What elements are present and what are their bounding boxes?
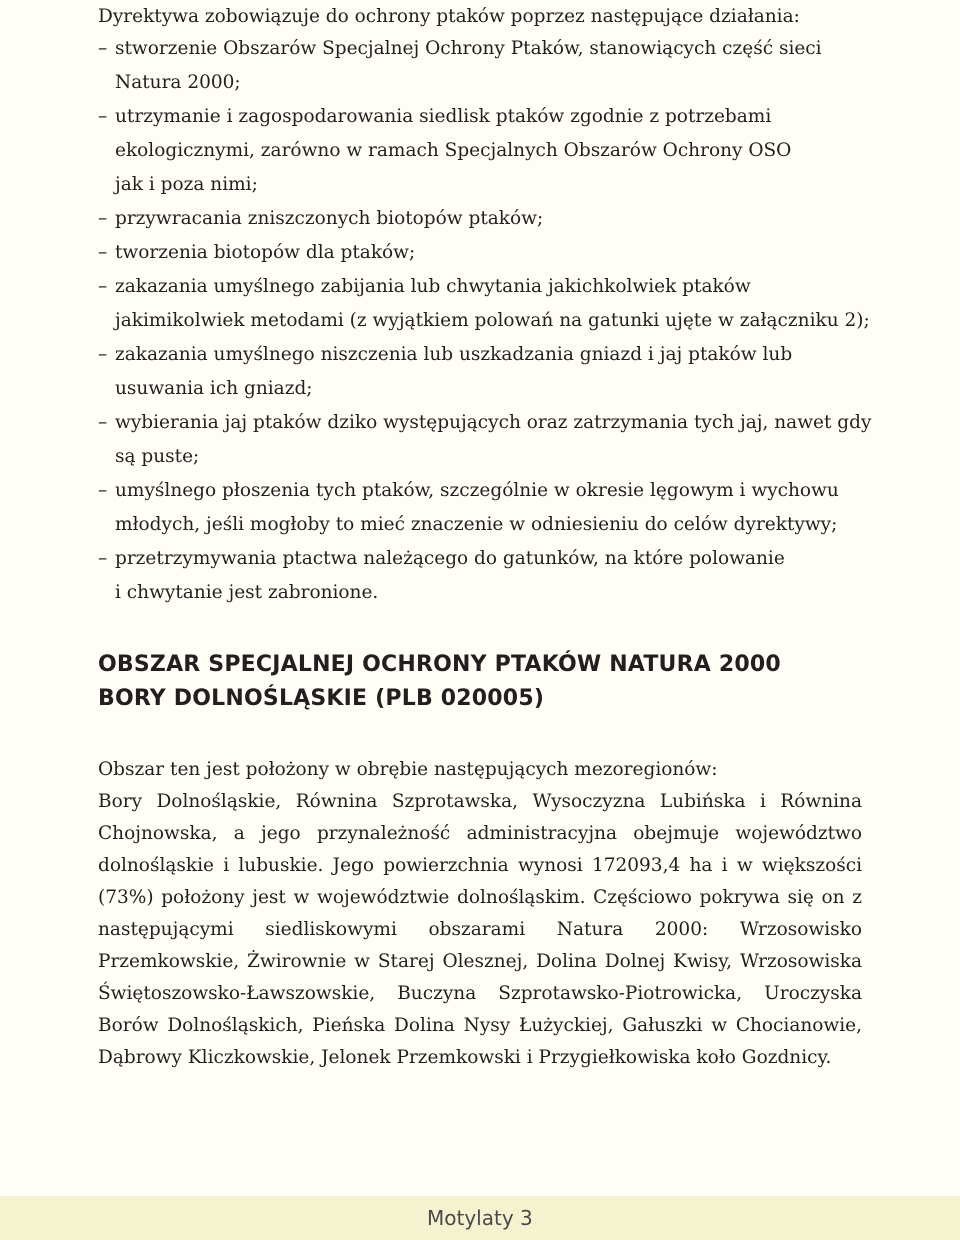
list-item: [98, 542, 898, 610]
list-item-text: stworzenie Obszarów Specjalnej Ochrony Ptaków, stanowiących część sieci Natura 2000;: [115, 38, 822, 93]
dash-bullet: –: [98, 106, 108, 127]
list-item-text: wybierania jaj ptaków dziko występujących oraz zatrzymania tych jaj, nawet gdy są puste;: [115, 412, 872, 467]
list-item-text: zakazania umyślnego zabijania lub chwytania jakichkolwiek ptaków jakimikolwiek metodami (z wyjątkiem polowań na gatunki ujęte w załączniku 2);: [115, 276, 870, 331]
section-heading-line-1: OBSZAR SPECJALNEJ OCHRONY PTAKÓW NATURA 2000: [98, 652, 781, 677]
dash-bullet: –: [98, 548, 108, 569]
mezoregions-intro: Obszar ten jest położony w obrębie następujących mezoregionów:: [98, 759, 718, 780]
list-item-text: umyślnego płoszenia tych ptaków, szczególnie w okresie lęgowym i wychowu młodych, jeśli mogłoby to mieć znaczenie w odniesieniu do celów dyrektywy;: [115, 480, 839, 535]
dash-bullet: –: [98, 480, 108, 501]
dash-bullet: –: [98, 344, 108, 365]
list-item: [98, 270, 898, 338]
list-item-text: zakazania umyślnego niszczenia lub uszkadzania gniazd i jaj ptaków lub usuwania ich gniazd;: [115, 344, 793, 399]
list-item-text: utrzymanie i zagospodarowania siedlisk ptaków zgodnie z potrzebami ekologicznymi, zarówno w ramach Specjalnych Obszarów Ochrony OSO jak i poza nimi;: [115, 106, 792, 195]
intro-text: Dyrektywa zobowiązuje do ochrony ptaków poprzez następujące działania:: [98, 6, 800, 27]
section-heading-line-2: BORY DOLNOŚLĄSKIE (PLB 020005): [98, 686, 545, 711]
dash-bullet: –: [98, 38, 108, 59]
actions-list: [98, 32, 898, 610]
list-item-text: przetrzymywania ptactwa należącego do gatunków, na które polowanie i chwytanie jest zabronione.: [115, 548, 785, 603]
list-item-text: tworzenia biotopów dla ptaków;: [115, 242, 416, 263]
section-heading: [98, 648, 781, 716]
footer-page-title: Motylaty 3: [427, 1206, 533, 1230]
dash-bullet: –: [98, 412, 108, 433]
dash-bullet: –: [98, 276, 108, 297]
list-item: [98, 474, 898, 542]
list-item: [98, 32, 898, 100]
list-item: [98, 236, 898, 270]
list-item: [98, 406, 898, 474]
list-item: [98, 100, 898, 202]
area-description: Bory Dolnośląskie, Równina Szprotawska, Wysoczyzna Lubińska i Równina Chojnowska, a jego przynależność administracyjna obejmuje województwo dolnośląskie i lubuskie. Jego powierzchnia wynosi 172093,4 ha i w większości (73%) położony jest w województwie dolnośląskim. Częściowo pokrywa się on z następującymi siedliskowymi obszarami Natura 2000: Wrzosowisko Przemkowskie, Żwirownie w Starej Olesznej, Dolina Dolnej Kwisy, Wrzosowiska Świętoszowsko-Ławszowskie, Buczyna Szprotawsko-Piotrowicka, Uroczyska Borów Dolnośląskich, Pieńska Dolina Nysy Łużyckiej, Gałuszki w Chocianowie, Dąbrowy Kliczkowskie, Jelonek Przemkowski i Przygiełkowiska koło Gozdnicy.: [98, 791, 862, 1068]
list-item: [98, 202, 898, 236]
list-item-text: przywracania zniszczonych biotopów ptaków;: [115, 208, 544, 229]
list-item: [98, 338, 898, 406]
dash-bullet: –: [98, 208, 108, 229]
dash-bullet: –: [98, 242, 108, 263]
